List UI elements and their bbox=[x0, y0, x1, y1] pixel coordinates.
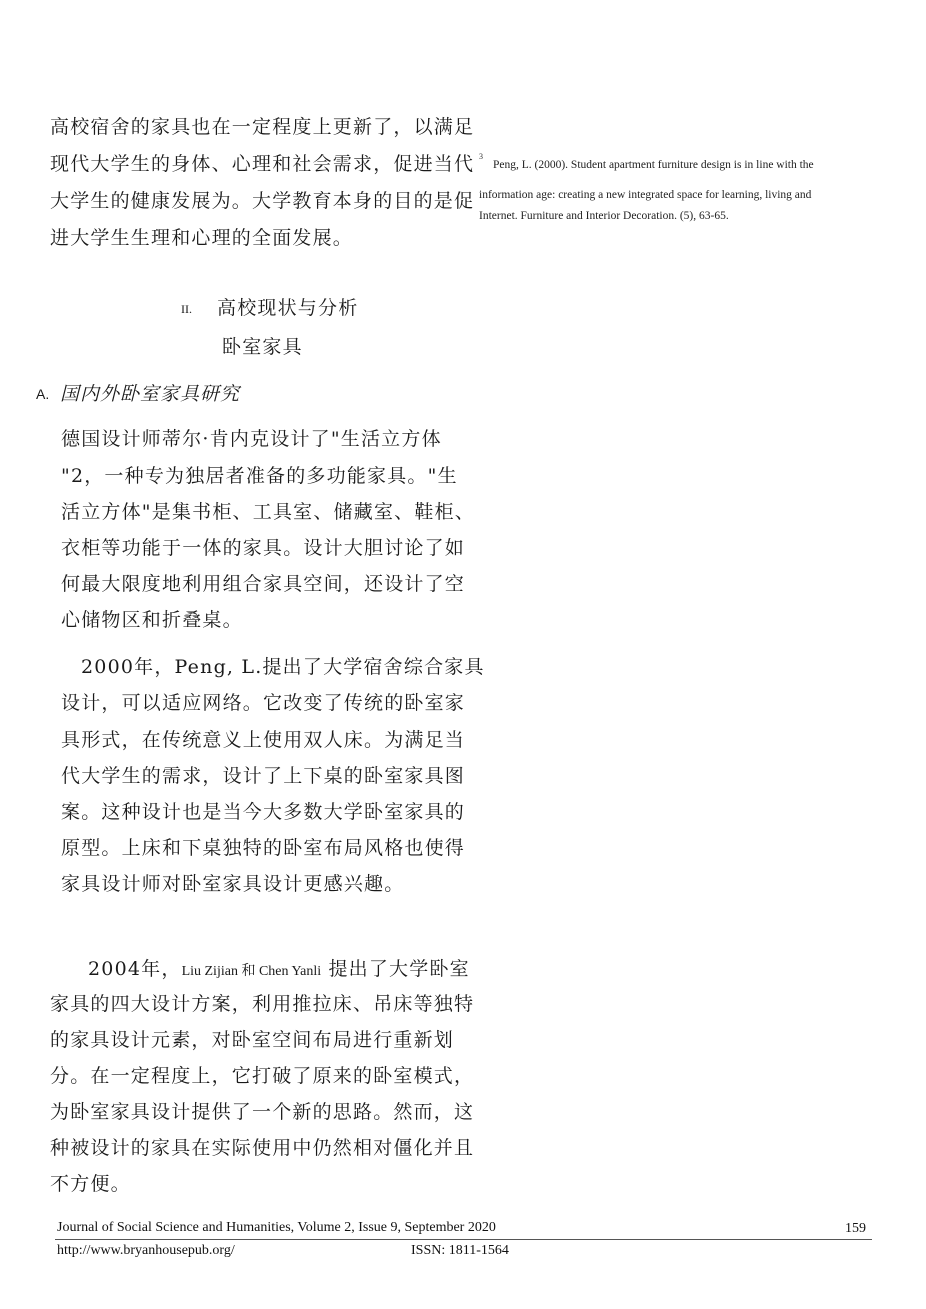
footnote-number: 3 bbox=[479, 152, 483, 161]
issn: ISSN: 1811-1564 bbox=[411, 1243, 509, 1258]
text-line: 高校宿舍的家具也在一定程度上更新了，以满足 bbox=[50, 116, 475, 138]
text-line: "2，一种专为独居者准备的多功能家具。"生 bbox=[61, 465, 458, 487]
text-line: 德国设计师蒂尔·肯内克设计了"生活立方体 bbox=[61, 428, 442, 450]
section-number: II. bbox=[181, 302, 192, 316]
year-text: 2004年， bbox=[88, 958, 182, 980]
text-line bbox=[88, 956, 470, 985]
text-line: 案。这种设计也是当今大多数大学卧室家具的 bbox=[61, 801, 466, 823]
footnote-line: Peng, L. (2000). Student apartment furniture design is in line with the bbox=[493, 159, 814, 171]
author-names: Liu Zijian 和 Chen Yanli bbox=[181, 964, 322, 979]
journal-citation: Journal of Social Science and Humanities, Volume 2, Issue 9, September 2020 bbox=[57, 1220, 496, 1235]
text-line: 家具的四大设计方案，利用推拉床、吊床等独特 bbox=[50, 993, 475, 1015]
footnote-line: Internet. Furniture and Interior Decoration. (5), 63-65. bbox=[479, 210, 729, 222]
text-line: 具形式，在传统意义上使用双人床。为满足当 bbox=[61, 729, 466, 751]
text-line: 大学生的健康发展为。大学教育本身的目的是促 bbox=[50, 190, 475, 212]
text-line: 活立方体"是集书柜、工具室、储藏室、鞋柜、 bbox=[61, 501, 475, 523]
text-line: 分。在一定程度上，它打破了原来的卧室模式， bbox=[50, 1065, 475, 1087]
text-line: 原型。上床和下桌独特的卧室布局风格也使得 bbox=[61, 837, 466, 859]
text-line: 衣柜等功能于一体的家具。设计大胆讨论了如 bbox=[61, 537, 466, 559]
text-line: 代大学生的需求，设计了上下桌的卧室家具图 bbox=[61, 765, 466, 787]
text-line: 2000年，Peng, L.提出了大学宿舍综合家具 bbox=[81, 656, 485, 678]
text-line: 种被设计的家具在实际使用中仍然相对僵化并且 bbox=[50, 1137, 475, 1159]
text-line: 的家具设计元素，对卧室空间布局进行重新划 bbox=[50, 1029, 455, 1051]
footer-rule bbox=[55, 1239, 872, 1240]
text-line: 设计，可以适应网络。它改变了传统的卧室家 bbox=[61, 692, 466, 714]
text-line: 进大学生生理和心理的全面发展。 bbox=[50, 227, 354, 249]
text-line: 为卧室家具设计提供了一个新的思路。然而，这 bbox=[50, 1101, 475, 1123]
section-title-continued: 卧室家具 bbox=[222, 336, 303, 358]
text-line: 不方便。 bbox=[50, 1173, 131, 1195]
subsection-title: 国内外卧室家具研究 bbox=[60, 383, 241, 405]
text-line: 家具设计师对卧室家具设计更感兴趣。 bbox=[61, 873, 405, 895]
footnote-line: information age: creating a new integrated space for learning, living and bbox=[479, 189, 812, 201]
line-continuation: 提出了大学卧室 bbox=[328, 958, 470, 980]
section-title: 高校现状与分析 bbox=[217, 297, 359, 319]
text-line: 心储物区和折叠桌。 bbox=[61, 609, 243, 631]
subsection-letter: A. bbox=[36, 386, 50, 402]
page-number: 159 bbox=[845, 1221, 866, 1236]
text-line: 何最大限度地利用组合家具空间，还设计了空 bbox=[61, 573, 466, 595]
publisher-url[interactable]: http://www.bryanhousepub.org/ bbox=[57, 1243, 235, 1258]
text-line: 现代大学生的身体、心理和社会需求，促进当代 bbox=[50, 153, 475, 175]
